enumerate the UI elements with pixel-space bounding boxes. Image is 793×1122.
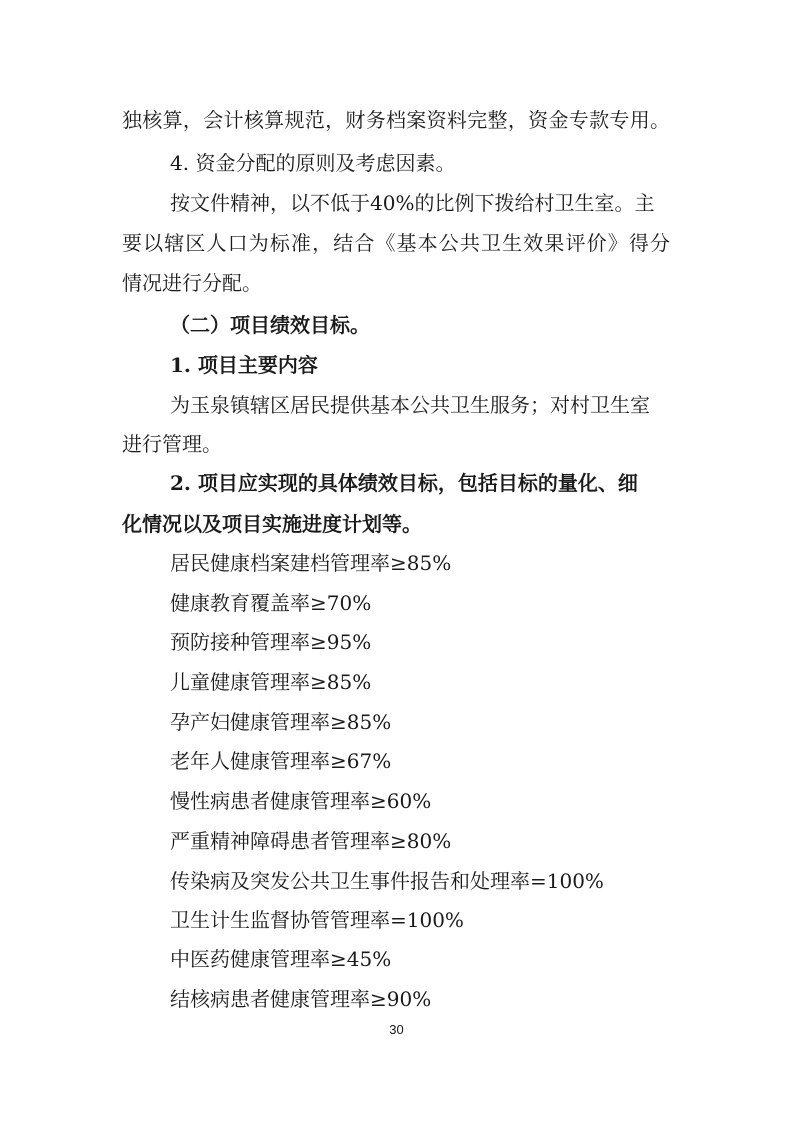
page-number: 30 bbox=[389, 1022, 404, 1037]
item-2-heading: 2. 项目应实现的具体绩效目标，包括目标的量化、细 bbox=[170, 471, 638, 495]
paragraph-line: 进行管理。 bbox=[122, 432, 222, 456]
target-item: 严重精神障碍患者管理率≥80% bbox=[170, 829, 452, 853]
target-item: 传染病及突发公共卫生事件报告和处理率=100% bbox=[170, 869, 604, 893]
paragraph-line: 要以辖区人口为标准，结合《基本公共卫生效果评价》得分 bbox=[122, 231, 670, 255]
numbered-item-4: 4. 资金分配的原则及考虑因素。 bbox=[170, 151, 456, 175]
target-item: 中医药健康管理率≥45% bbox=[170, 947, 392, 971]
paragraph-line: 为玉泉镇辖区居民提供基本公共卫生服务；对村卫生室 bbox=[170, 393, 650, 417]
target-item: 卫生计生监督协管管理率=100% bbox=[170, 908, 464, 932]
target-item: 结核病患者健康管理率≥90% bbox=[170, 987, 432, 1011]
item-2-heading-cont: 化情况以及项目实施进度计划等。 bbox=[122, 512, 422, 536]
target-item: 儿童健康管理率≥85% bbox=[170, 670, 372, 694]
paragraph-line: 按文件精神，以不低于40%的比例下拨给村卫生室。主 bbox=[170, 191, 655, 215]
target-item: 健康教育覆盖率≥70% bbox=[170, 591, 372, 615]
paragraph-line: 独核算，会计核算规范，财务档案资料完整，资金专款专用。 bbox=[122, 108, 670, 132]
paragraph-line: 情况进行分配。 bbox=[122, 271, 262, 295]
section-heading: （二）项目绩效目标。 bbox=[170, 313, 370, 337]
target-item: 居民健康档案建档管理率≥85% bbox=[170, 551, 452, 575]
item-1-heading: 1. 项目主要内容 bbox=[170, 353, 318, 377]
target-item: 慢性病患者健康管理率≥60% bbox=[170, 789, 432, 813]
target-item: 老年人健康管理率≥67% bbox=[170, 749, 392, 773]
target-item: 预防接种管理率≥95% bbox=[170, 630, 372, 654]
target-item: 孕产妇健康管理率≥85% bbox=[170, 710, 392, 734]
